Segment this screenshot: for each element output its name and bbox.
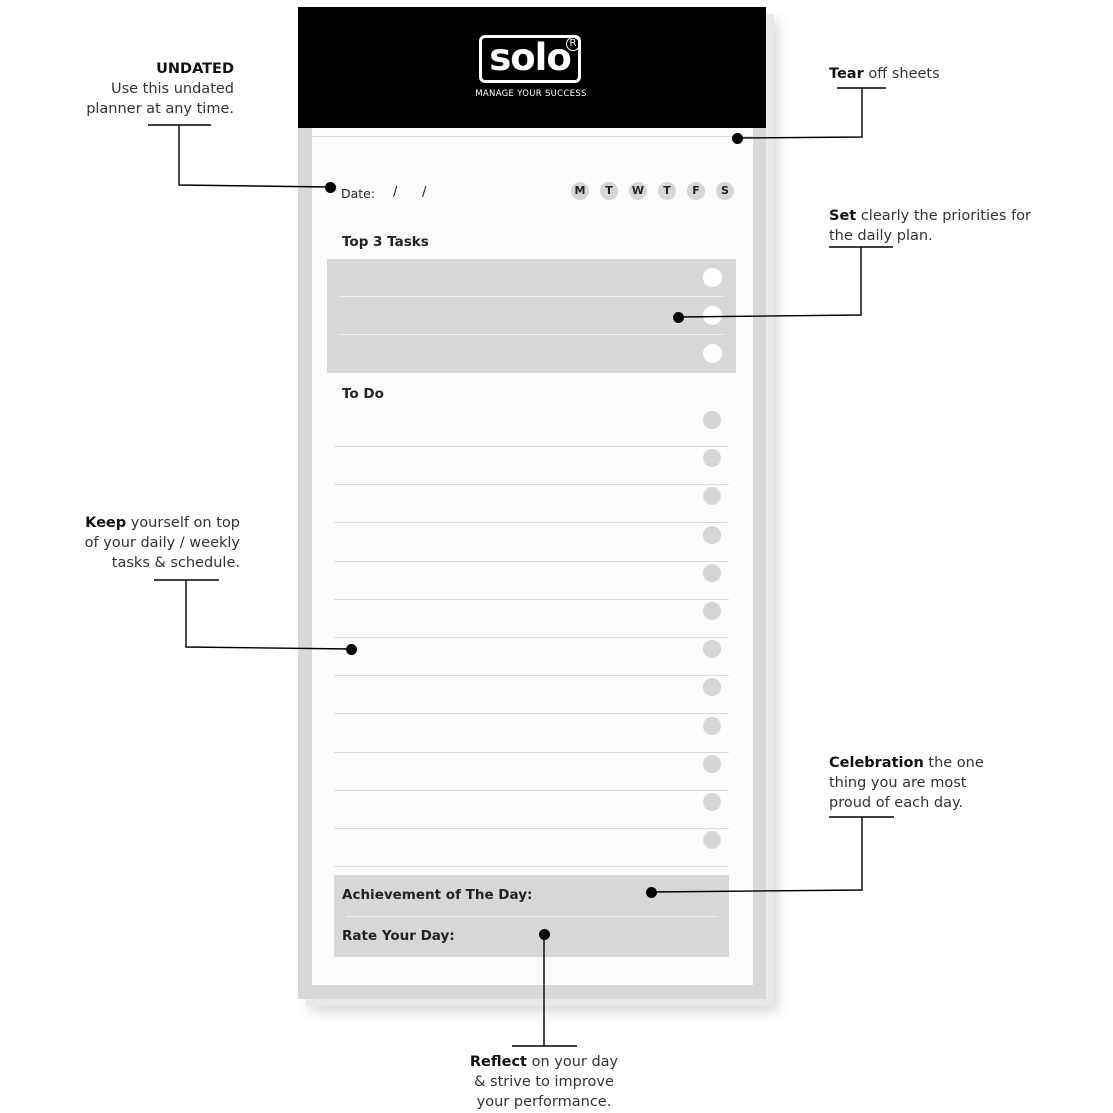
todo-row[interactable] [334,676,729,714]
date-separator: / [393,185,398,200]
top3-checkbox[interactable] [703,268,722,287]
todo-row[interactable] [334,829,729,867]
reflect-dot [539,929,550,940]
todo-checkbox[interactable] [703,602,721,620]
day-friday[interactable]: F [687,182,705,200]
day-wednesday[interactable]: W [629,182,647,200]
top3-checkbox[interactable] [703,344,722,363]
set-line2: the daily plan. [829,228,933,244]
tear-heading: Tear [829,66,864,82]
reflect-heading: Reflect [469,1054,527,1070]
todo-checkbox[interactable] [703,449,721,467]
todo-checkbox[interactable] [703,487,721,505]
celebration-line3: proud of each day. [829,795,964,811]
keep-line2: of your daily / weekly [84,535,240,551]
day-saturday[interactable]: S [716,182,734,200]
date-separator: / [422,185,427,200]
reflect-line3: your performance. [476,1094,612,1110]
todo-row[interactable] [334,715,729,753]
todo-row[interactable] [334,638,729,676]
undated-line2: planner at any time. [86,101,234,117]
keep-heading: Keep [85,515,127,531]
reflect-line2: & strive to improve [474,1074,614,1090]
celebration-text: the one [923,755,984,771]
todo-checkbox[interactable] [703,564,721,582]
keep-line3: tasks & schedule. [111,555,240,571]
reflect-callout [424,1052,664,1112]
undated-line1: Use this undated [110,81,234,97]
todo-checkbox[interactable] [703,831,721,849]
set-heading: Set [829,208,857,224]
solo-logo: solo [479,35,581,83]
brand-header [298,7,766,128]
todo-checkbox[interactable] [703,640,721,658]
date-label: Date: [341,186,376,201]
planner-sheet [312,128,753,985]
reflect-text: on your day [526,1054,619,1070]
top3-checkbox[interactable] [703,306,722,325]
celebration-callout [829,753,1089,813]
todo-row[interactable] [334,753,729,791]
todo-row[interactable] [334,447,729,485]
tear-callout [829,64,1089,84]
celebration-heading: Celebration [829,755,924,771]
achievement-label: Achievement of The Day: [342,887,533,903]
rate-label: Rate Your Day: [342,928,455,944]
todo-checkbox[interactable] [703,678,721,696]
todo-row[interactable] [334,524,729,562]
brand-tagline: MANAGE YOUR SUCCESS [475,89,587,99]
todo-checkbox[interactable] [703,755,721,773]
todo-row[interactable] [334,485,729,523]
todo-checkbox[interactable] [703,526,721,544]
todo-checkbox[interactable] [703,717,721,735]
top3-task-row[interactable] [327,259,736,297]
set-text: clearly the priorities for [856,208,1032,224]
reflection-divider [346,916,717,917]
undated-heading: UNDATED [156,61,234,77]
notepad [298,7,766,999]
top3-task-row[interactable] [327,335,736,373]
tear-text: off sheets [863,66,940,82]
keep-text: yourself on top [126,515,240,531]
celebration-line2: thing you are most [829,775,967,791]
todo-row[interactable] [334,562,729,600]
day-thursday[interactable]: T [658,182,676,200]
registered-mark: R [566,37,580,51]
reflection-panel [334,875,729,957]
celebration-dot [646,887,657,898]
tear-line [312,136,753,137]
todo-title: To Do [342,386,384,402]
todo-checkbox[interactable] [703,793,721,811]
todo-checkbox[interactable] [703,411,721,429]
undated-callout [40,59,234,119]
todo-row[interactable] [334,409,729,447]
set-dot [673,312,684,323]
keep-dot [346,644,357,655]
day-tuesday[interactable]: T [600,182,618,200]
undated-dot [325,182,336,193]
top3-title: Top 3 Tasks [342,234,429,250]
todo-row[interactable] [334,600,729,638]
todo-row[interactable] [334,791,729,829]
keep-callout [40,513,240,573]
todo-row-rule [334,866,729,867]
set-callout [829,206,1089,246]
tear-dot [732,133,743,144]
day-monday[interactable]: M [571,182,589,200]
